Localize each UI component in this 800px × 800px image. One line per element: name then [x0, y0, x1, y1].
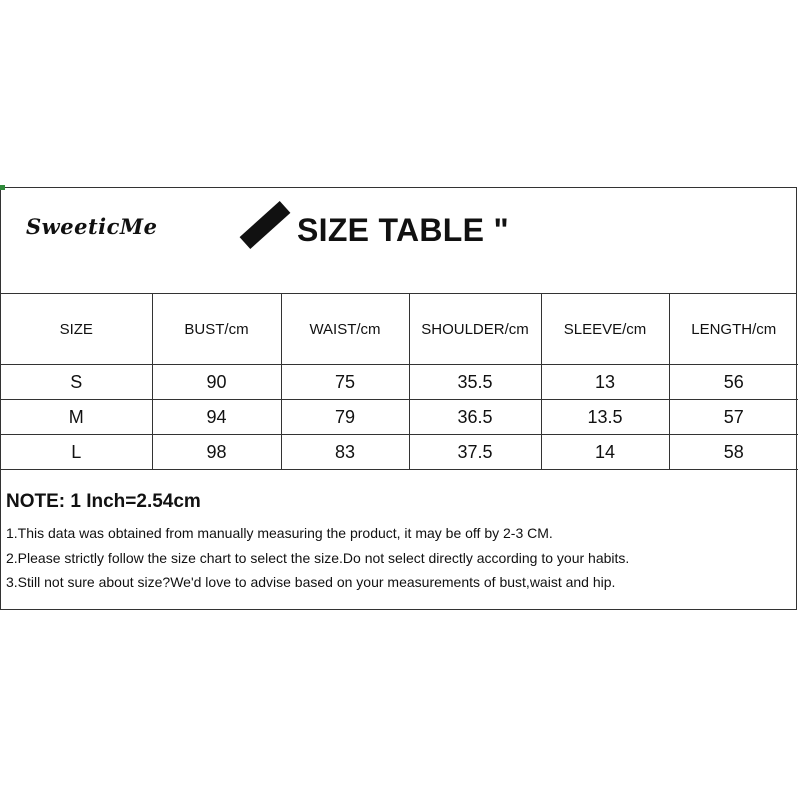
- table-cell: 36.5: [409, 400, 541, 435]
- table-cell: S: [1, 365, 152, 400]
- note-line: 1.This data was obtained from manually measuring the product, it may be off by 2-3 CM.: [6, 525, 553, 541]
- table-cell: 13: [541, 365, 669, 400]
- table-cell: 13.5: [541, 400, 669, 435]
- note-line: 2.Please strictly follow the size chart to select the size.Do not select directly according to your habits.: [6, 549, 630, 566]
- table-cell: 90: [152, 365, 281, 400]
- table-header-row: [1, 294, 798, 365]
- slash-decoration-icon: [240, 201, 291, 249]
- column-header: BUST/cm: [152, 294, 281, 365]
- table-cell: 56: [669, 365, 798, 400]
- brand-logo: SweeticMe: [26, 214, 158, 239]
- table-cell: 35.5: [409, 365, 541, 400]
- note-line: 3.Still not sure about size?We'd love to advise based on your measurements of bust,waist and hip.: [6, 574, 616, 590]
- table-row: [1, 365, 798, 400]
- column-header: SHOULDER/cm: [409, 294, 541, 365]
- table-cell: 57: [669, 400, 798, 435]
- table-cell: 79: [281, 400, 409, 435]
- table-row: [1, 435, 798, 470]
- table-cell: 14: [541, 435, 669, 470]
- table-cell: 58: [669, 435, 798, 470]
- column-header: SLEEVE/cm: [541, 294, 669, 365]
- notes-section: [1, 468, 796, 595]
- size-table: [1, 294, 798, 470]
- table-cell: 37.5: [409, 435, 541, 470]
- size-chart-card: [0, 187, 797, 610]
- table-cell: 83: [281, 435, 409, 470]
- table-cell: L: [1, 435, 152, 470]
- page-title: SIZE TABLE ": [297, 212, 509, 248]
- column-header: WAIST/cm: [281, 294, 409, 365]
- chart-header: [1, 188, 796, 294]
- table-cell: 75: [281, 365, 409, 400]
- table-cell: 94: [152, 400, 281, 435]
- table-cell: 98: [152, 435, 281, 470]
- note-heading: NOTE: 1 Inch=2.54cm: [6, 491, 201, 512]
- table-cell: M: [1, 400, 152, 435]
- column-header: LENGTH/cm: [669, 294, 798, 365]
- table-row: [1, 400, 798, 435]
- column-header: SIZE: [1, 294, 152, 365]
